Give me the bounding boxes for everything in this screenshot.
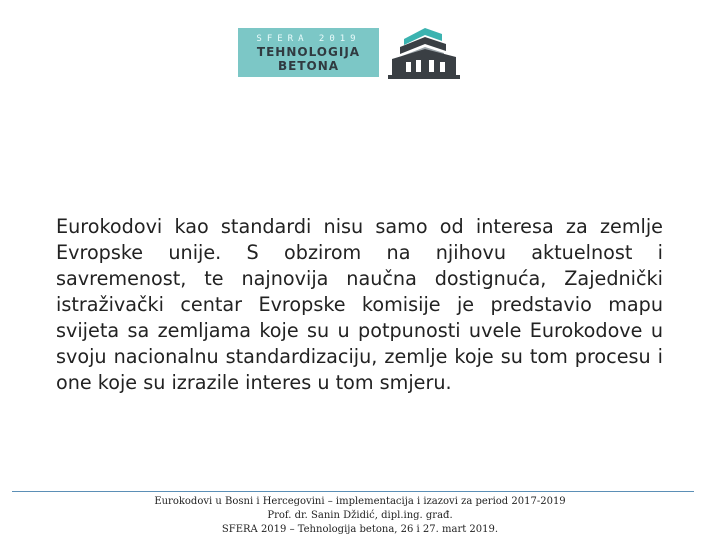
logo-line-sfera: SFERA 2019	[256, 33, 361, 44]
footer-divider	[12, 491, 694, 492]
footer-title: Eurokodovi u Bosni i Hercegovini – implementacija i izazovi za period 2017-2019	[154, 496, 566, 507]
building-logo-icon	[384, 25, 462, 80]
conference-logo	[238, 28, 379, 77]
logo-line-betona: BETONA	[277, 58, 340, 73]
footer-event: SFERA 2019 – Tehnologija betona, 26 i 27. mart 2019.	[221, 524, 499, 535]
logo-line-tehnologija: TEHNOLOGIJA	[256, 44, 361, 59]
footer	[0, 495, 720, 537]
footer-author: Prof. dr. Sanin Džidić, dipl.ing. građ.	[267, 510, 453, 521]
body-paragraph: Eurokodovi kao standardi nisu samo od interesa za zemlje Evropske unije. S obzirom na njihovu aktuelnost i savremenost, te najnovija naučna dostignuća, Zajednički istraživački centar Evropske komisije je predstavio mapu svijeta sa zemljama koje su u potpunosti uvele Eurokodove u svoju nacionalnu standardizaciju, zemlje koje su tom procesu i one koje su izrazile interes u tom smjeru.	[56, 215, 663, 394]
